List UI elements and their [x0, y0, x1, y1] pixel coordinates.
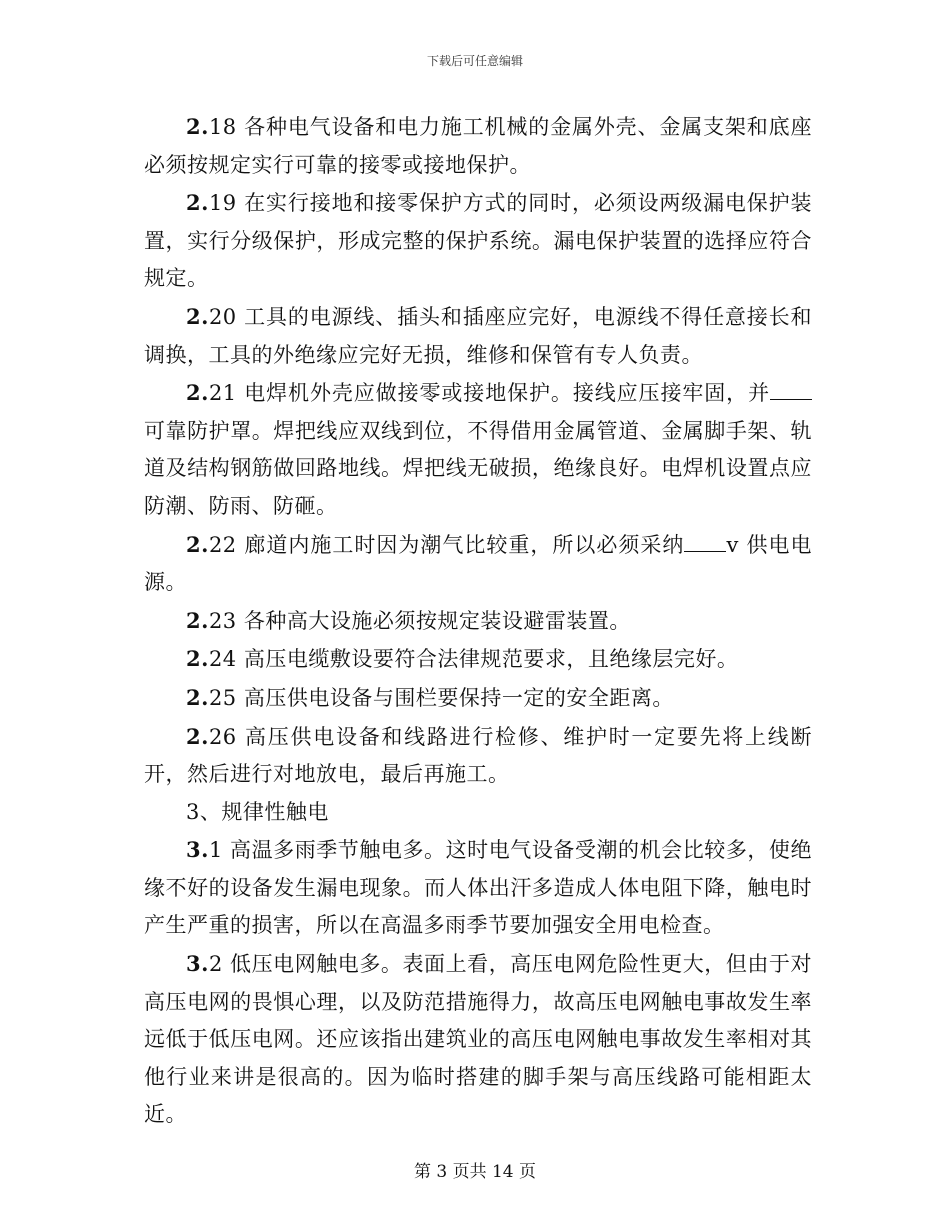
- paragraph-text: 26 高压供电设备和线路进行检修、维护时一定要先将上线断开，然后进行对地放电，最后再施工。: [144, 724, 812, 787]
- section-heading-text: 3、规律性触电: [186, 799, 329, 824]
- section-number: 2.: [186, 190, 209, 216]
- paragraph-text: 20 工具的电源线、插头和插座应完好，电源线不得任意接长和调换，工具的外绝缘应完好无损，维修和保管有专人负责。: [144, 304, 812, 367]
- paragraph-text: 24 高压电缆敷设要符合法律规范要求，且绝缘层完好。: [208, 647, 739, 672]
- section-number: 2.: [186, 114, 209, 139]
- paragraph-2-21: [144, 374, 812, 525]
- page-footer: 第 3 页共 14 页: [413, 1162, 537, 1182]
- section-number: 3.: [186, 951, 209, 977]
- paragraph-text: 2 低压电网触电多。表面上看，高压电网危险性更大，但由于对高压电网的畏惧心理，以及防范措施得力，故高压电网触电事故发生率远低于低压电网。还应该指出建筑业的高压电网触电事故发生率相对其他行业来讲是很高的。因为临时搭建的脚手架与高压线路可能相距太近。: [144, 952, 812, 1127]
- section-number: 2.: [186, 303, 209, 329]
- section-number: 3.: [186, 837, 209, 863]
- paragraph-2-18: [144, 108, 812, 184]
- section-number: 2.: [186, 684, 209, 710]
- paragraph-2-20: [144, 298, 812, 374]
- section-heading-3: [144, 794, 812, 832]
- paragraph-text: 18 各种电气设备和电力施工机械的金属外壳、金属支架和底座必须按规定实行可靠的接零或接地保护。: [144, 115, 812, 177]
- paragraph-3-1: [144, 831, 812, 945]
- document-body: [144, 108, 812, 1134]
- paragraph-text: 19 在实行接地和接零保护方式的同时，必须设两级漏电保护装置，实行分级保护，形成完整的保护系统。漏电保护装置的选择应符合规定。: [144, 191, 812, 291]
- page-header: 下载后可任意编辑: [426, 54, 523, 68]
- section-number: 2.: [186, 380, 209, 406]
- paragraph-text: 22 廊道内施工时因为潮气比较重，所以必须采纳: [208, 532, 685, 557]
- paragraph-text: 23 各种高大设施必须按规定装设避雷装置。: [208, 608, 631, 633]
- fill-in-blank: [770, 381, 812, 400]
- paragraph-text: 1 高温多雨季节触电多。这时电气设备受潮的机会比较多，使绝缘不好的设备发生漏电现象。而人体出汗多造成人体电阻下降，触电时产生严重的损害，所以在高温多雨季节要加强安全用电检查。: [144, 838, 812, 938]
- paragraph-2-26: [144, 718, 812, 794]
- section-number: 2.: [186, 607, 209, 633]
- paragraph-text: 21 电焊机外壳应做接零或接地保护。接线应压接牢固，并: [208, 381, 770, 406]
- paragraph-text: v 供电电源。: [144, 532, 812, 595]
- fill-in-blank: [684, 533, 726, 552]
- section-number: 2.: [186, 723, 209, 749]
- paragraph-2-22: [144, 526, 812, 602]
- paragraph-2-24: [144, 640, 812, 679]
- paragraph-2-25: [144, 679, 812, 718]
- paragraph-3-2: [144, 945, 812, 1134]
- section-number: 2.: [186, 531, 209, 557]
- paragraph-2-19: [144, 184, 812, 298]
- paragraph-text: 25 高压供电设备与围栏要保持一定的安全距离。: [208, 685, 674, 710]
- section-number: 2.: [186, 646, 209, 672]
- paragraph-text: 可靠防护罩。焊把线应双线到位，不得借用金属管道、金属脚手架、轨道及结构钢筋做回路地线。焊把线无破损，绝缘良好。电焊机设置点应防潮、防雨、防砸。: [144, 418, 812, 518]
- paragraph-2-23: [144, 602, 812, 641]
